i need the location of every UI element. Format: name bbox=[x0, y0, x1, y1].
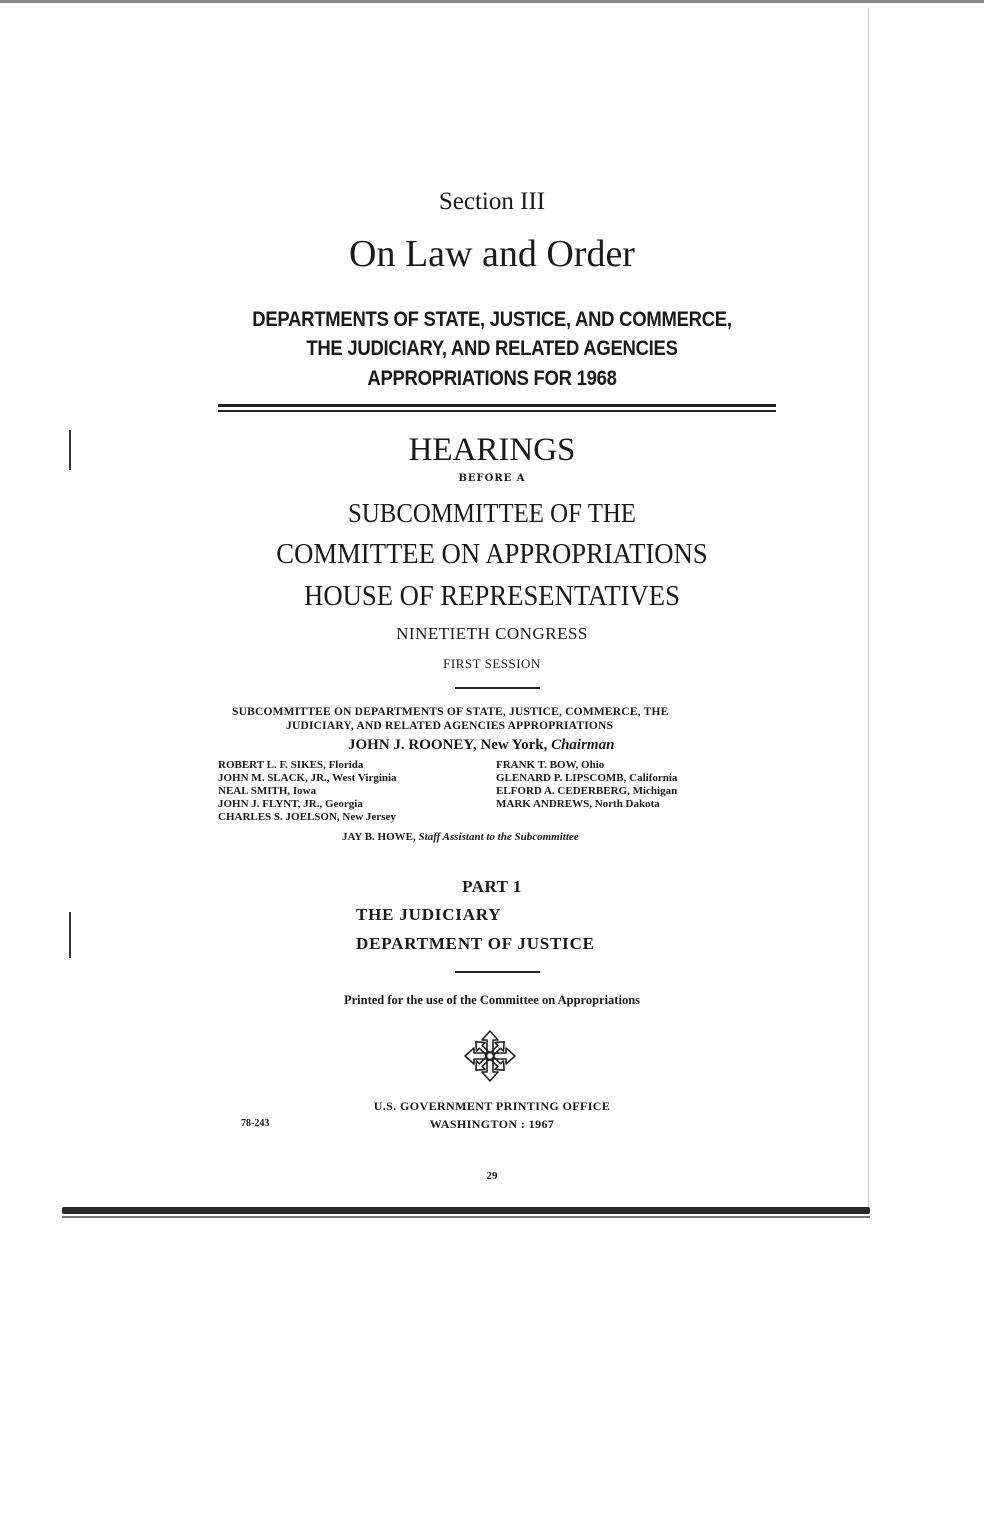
congress-label: NINETIETH CONGRESS bbox=[396, 624, 588, 643]
member-name: ELFORD A. CEDERBERG, Michigan bbox=[496, 785, 678, 797]
member-name: CHARLES S. JOELSON, New Jersey bbox=[218, 811, 396, 823]
subcommittee-description: JUDICIARY, AND RELATED AGENCIES APPROPRIATIONS bbox=[286, 720, 614, 732]
hearings-heading: HEARINGS bbox=[408, 432, 576, 468]
staff-name: JAY B. HOWE, bbox=[342, 831, 416, 843]
member-name: JOHN M. SLACK, JR., West Virginia bbox=[218, 772, 397, 784]
member-name: JOHN J. FLYNT, JR., Georgia bbox=[218, 798, 363, 810]
page-number: 29 bbox=[486, 1170, 498, 1182]
page-bottom-rule bbox=[62, 1216, 870, 1218]
imprint-line: WASHINGTON : 1967 bbox=[429, 1117, 555, 1131]
printer-name: U.S. GOVERNMENT PRINTING OFFICE bbox=[373, 1099, 611, 1113]
section-label: Section III bbox=[438, 188, 546, 215]
session-label: FIRST SESSION bbox=[443, 656, 541, 671]
member-name: GLENARD P. LIPSCOMB, California bbox=[496, 772, 678, 784]
page-bottom-rule bbox=[62, 1207, 870, 1214]
staff-title: Staff Assistant to the Subcommittee bbox=[418, 831, 579, 843]
committee-name-heading: COMMITTEE ON APPROPRIATIONS bbox=[276, 538, 708, 570]
member-name: NEAL SMITH, Iowa bbox=[218, 785, 317, 797]
staff-line bbox=[342, 831, 579, 843]
departments-line: APPROPRIATIONS FOR 1968 bbox=[367, 367, 617, 390]
chairman-name: JOHN J. ROONEY, New York, bbox=[348, 737, 548, 753]
member-name: ROBERT L. F. SIKES, Florida bbox=[218, 759, 364, 771]
printed-for-note: Printed for the use of the Committee on Appropriations bbox=[343, 993, 641, 1007]
gpo-emblem-icon bbox=[462, 1028, 518, 1084]
subcommittee-of-heading: SUBCOMMITTEE OF THE bbox=[348, 498, 636, 528]
main-title: On Law and Order bbox=[349, 233, 635, 275]
chairman-title: Chairman bbox=[551, 737, 615, 753]
house-heading: HOUSE OF REPRESENTATIVES bbox=[304, 580, 680, 612]
divider-rule bbox=[218, 404, 776, 407]
scan-top-edge bbox=[0, 0, 984, 3]
part-heading: PART 1 bbox=[462, 877, 522, 896]
departments-line: DEPARTMENTS OF STATE, JUSTICE, AND COMMERCE, bbox=[252, 308, 732, 331]
part-title: DEPARTMENT OF JUSTICE bbox=[356, 934, 595, 953]
member-name: MARK ANDREWS, North Dakota bbox=[496, 798, 660, 810]
departments-line: THE JUDICIARY, AND RELATED AGENCIES bbox=[306, 337, 678, 360]
margin-mark bbox=[69, 912, 71, 958]
short-divider bbox=[455, 687, 540, 689]
members-left-column bbox=[218, 759, 397, 824]
members-right-column bbox=[496, 759, 677, 811]
subcommittee-description: SUBCOMMITTEE ON DEPARTMENTS OF STATE, JUSTICE, COMMERCE, THE bbox=[232, 706, 669, 718]
part-title: THE JUDICIARY bbox=[356, 905, 502, 924]
divider-rule bbox=[218, 410, 776, 412]
chairman-line bbox=[348, 737, 614, 754]
job-number: 78-243 bbox=[241, 1118, 270, 1129]
short-divider bbox=[455, 971, 540, 973]
before-a-label: BEFORE A bbox=[458, 473, 526, 484]
member-name: FRANK T. BOW, Ohio bbox=[496, 759, 605, 771]
